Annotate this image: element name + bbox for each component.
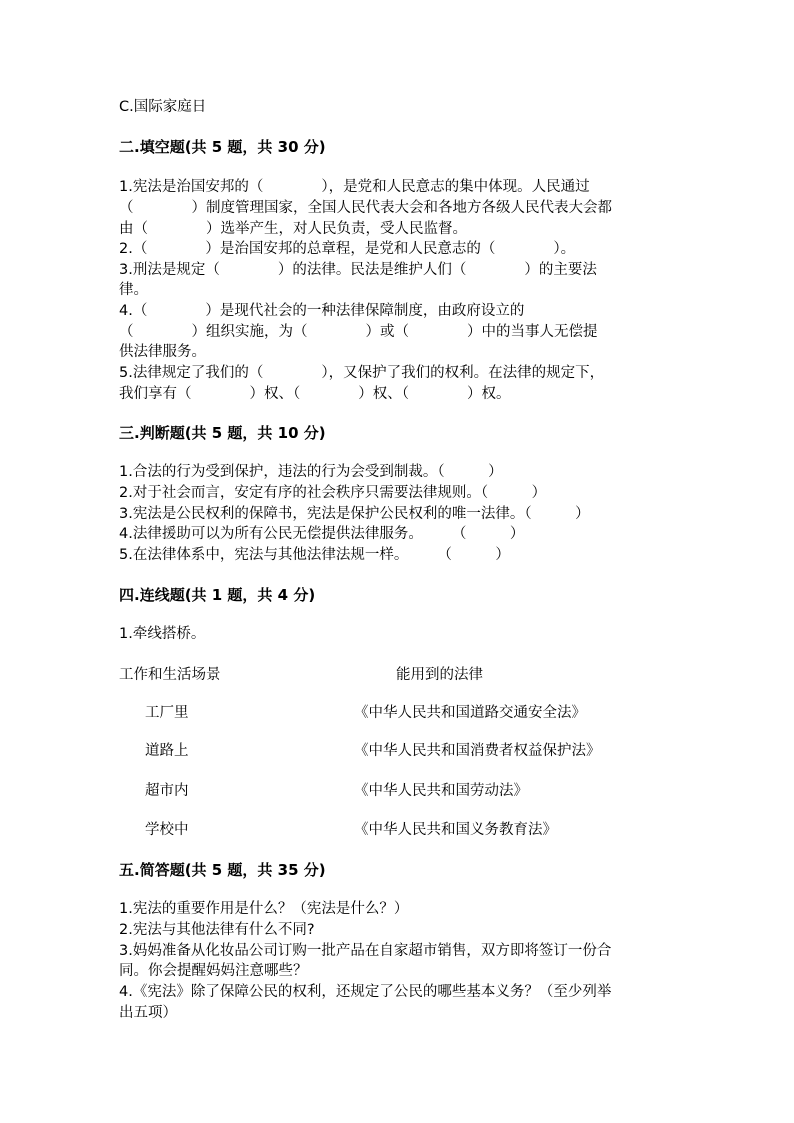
fill-q1-line2: （ ）制度管理国家，全国人民代表大会和各地方各级人民代表大会都 xyxy=(119,200,612,216)
match-law-labor: 《中华人民共和国劳动法》 xyxy=(354,783,528,799)
section-4-heading: 四.连线题(共 1 题，共 4 分) xyxy=(119,586,316,604)
short-q3-line1: 3.妈妈准备从化妆品公司订购一批产品在自家超市销售，双方即将签订一份合 xyxy=(119,943,612,959)
fill-q4-line2: （ ）组织实施，为（ ）或（ ）中的当事人无偿提 xyxy=(119,324,598,340)
option-c: C.国际家庭日 xyxy=(119,99,207,115)
fill-q4-line3: 供法律服务。 xyxy=(119,344,206,360)
judge-q5: 5.在法律体系中，宪法与其他法律法规一样。 （ ） xyxy=(119,547,510,563)
short-q4-line1: 4.《宪法》除了保障公民的权利，还规定了公民的哪些基本义务？（至少列举 xyxy=(119,984,612,1000)
section-5-heading: 五.简答题(共 5 题，共 35 分) xyxy=(119,861,326,879)
match-scene-factory: 工厂里 xyxy=(145,705,189,721)
short-q4-line2: 出五项） xyxy=(119,1005,177,1021)
short-q2: 2.宪法与其他法律有什么不同? xyxy=(119,922,315,938)
judge-q1: 1.合法的行为受到保护，违法的行为会受到制裁。（ ） xyxy=(119,464,503,480)
fill-q1-line3: 由（ ）选举产生，对人民负责，受人民监督。 xyxy=(119,221,467,237)
fill-q4-line1: 4.（ ）是现代社会的一种法律保障制度，由政府设立的 xyxy=(119,303,525,319)
fill-q3-line1: 3.刑法是规定（ ）的法律。民法是维护人们（ ）的主要法 xyxy=(119,262,597,278)
match-q1: 1.牵线搭桥。 xyxy=(119,626,206,642)
short-q3-line2: 同。你会提醒妈妈注意哪些？ xyxy=(119,963,308,979)
match-law-education: 《中华人民共和国义务教育法》 xyxy=(354,822,557,838)
match-left-header: 工作和生活场景 xyxy=(119,667,221,683)
match-law-consumer: 《中华人民共和国消费者权益保护法》 xyxy=(354,743,601,759)
judge-q2: 2.对于社会而言，安定有序的社会秩序只需要法律规则。（ ） xyxy=(119,485,547,501)
match-law-traffic: 《中华人民共和国道路交通安全法》 xyxy=(354,705,586,721)
section-2-heading: 二.填空题(共 5 题，共 30 分) xyxy=(119,138,326,156)
match-right-header: 能用到的法律 xyxy=(396,667,483,683)
match-scene-road: 道路上 xyxy=(145,743,189,759)
fill-q5-line1: 5.法律规定了我们的（ ），又保护了我们的权利。在法律的规定下， xyxy=(119,365,605,381)
short-q1: 1.宪法的重要作用是什么？（宪法是什么？） xyxy=(119,901,409,917)
match-scene-supermarket: 超市内 xyxy=(145,783,189,799)
fill-q2-line1: 2.（ ）是治国安邦的总章程，是党和人民意志的（ ）。 xyxy=(119,241,576,257)
fill-q5-line2: 我们享有（ ）权、（ ）权、（ ）权。 xyxy=(119,386,511,402)
judge-q3: 3.宪法是公民权利的保障书，宪法是保护公民权利的唯一法律。（ ） xyxy=(119,506,590,522)
fill-q3-line2: 律。 xyxy=(119,282,148,298)
judge-q4: 4.法律援助可以为所有公民无偿提供法律服务。 （ ） xyxy=(119,526,525,542)
section-3-heading: 三.判断题(共 5 题，共 10 分) xyxy=(119,424,326,442)
fill-q1-line1: 1.宪法是治国安邦的（ ），是党和人民意志的集中体现。人民通过 xyxy=(119,179,590,195)
match-scene-school: 学校中 xyxy=(145,822,189,838)
